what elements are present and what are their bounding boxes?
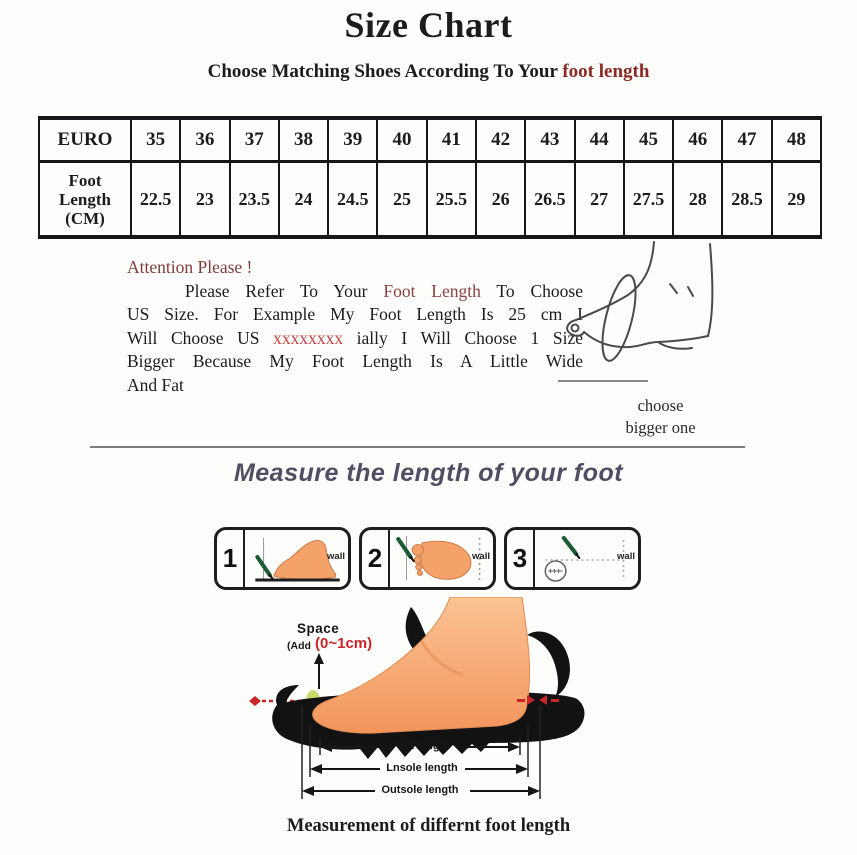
wall-label: wall <box>472 551 490 562</box>
euro-size-cell: 41 <box>427 118 476 162</box>
outsole-length-arrow-label: Outsole length <box>381 784 459 796</box>
foot-length-row-label: Foot Length (CM) <box>39 162 131 238</box>
euro-size-cell: 36 <box>180 118 229 162</box>
bottom-caption: Measurement of differnt foot length <box>286 816 571 836</box>
foot-length-cell: 26 <box>476 162 525 238</box>
foot-length-cell: 25 <box>377 162 426 238</box>
size-table <box>38 116 822 239</box>
foot-length-cell: 28.5 <box>722 162 771 238</box>
foot-shoe-illustration <box>225 597 645 811</box>
attention-line: Bigger Because My Foot Length Is A Little Wide <box>127 351 583 372</box>
subtitle-text: Choose Matching Shoes According To Your <box>207 61 558 82</box>
step-number: 3 <box>507 530 535 587</box>
euro-size-cell: 40 <box>377 118 426 162</box>
euro-size-cell: 44 <box>575 118 624 162</box>
range-label: (0~1cm) <box>315 635 373 652</box>
wall-label: wall <box>617 551 635 562</box>
subtitle-highlight: foot length <box>562 61 650 82</box>
foot-length-diagram <box>225 597 645 811</box>
size-table-wrap <box>38 116 822 239</box>
euro-size-cell: 39 <box>328 118 377 162</box>
foot-sketch-icon <box>562 238 752 403</box>
euro-size-cell: 45 <box>624 118 673 162</box>
table-row-euro <box>39 118 821 162</box>
foot-length-cell: 24.5 <box>328 162 377 238</box>
attention-line: And Fat <box>127 374 184 395</box>
attention-line: Please Refer To Your Foot Length To Choose <box>184 280 583 301</box>
euro-size-cell: 46 <box>673 118 722 162</box>
page-title: Size Chart <box>344 5 513 45</box>
euro-size-cell: 35 <box>131 118 180 162</box>
section-divider <box>90 446 745 448</box>
foot-length-cell: 27.5 <box>624 162 673 238</box>
step-panel-3 <box>504 527 641 590</box>
attention-line: US Size. For Example My Foot Length Is 25 cm I <box>127 304 583 325</box>
foot-length-cell: 28 <box>673 162 722 238</box>
euro-size-cell: 37 <box>230 118 279 162</box>
foot-length-cell: 23.5 <box>230 162 279 238</box>
foot-length-arrow-label: Foot length <box>390 740 450 752</box>
table-row-foot-length <box>39 162 821 238</box>
step2-art <box>390 530 493 587</box>
foot-length-cell: 27 <box>575 162 624 238</box>
euro-size-cell: 38 <box>279 118 328 162</box>
wall-label: wall <box>327 551 345 562</box>
step-number: 1 <box>217 530 245 587</box>
measure-heading: Measure the length of your foot <box>233 459 624 487</box>
attention-line: Will Choose US xxxxxxxx ially I Will Choose 1 Size <box>127 327 584 348</box>
foot-length-cell: 22.5 <box>131 162 180 238</box>
euro-size-cell: 47 <box>722 118 771 162</box>
attention-paragraph <box>127 256 583 398</box>
foot-length-cell: 24 <box>279 162 328 238</box>
attention-heading: Attention Please ! <box>127 257 253 277</box>
subtitle <box>0 61 857 83</box>
euro-size-cell: 43 <box>525 118 574 162</box>
step1-art <box>245 530 348 587</box>
foot-length-cell: 23 <box>180 162 229 238</box>
euro-size-cell: 48 <box>772 118 821 162</box>
measure-steps <box>214 527 641 590</box>
euro-row-label: EURO <box>39 118 131 162</box>
foot-length-cell: 26.5 <box>525 162 574 238</box>
foot-length-cell: 29 <box>772 162 821 238</box>
space-label: Space <box>297 621 340 636</box>
step-panel-2 <box>359 527 496 590</box>
step-number: 2 <box>362 530 390 587</box>
step3-art <box>535 530 638 587</box>
euro-size-cell: 42 <box>476 118 525 162</box>
step-panel-1 <box>214 527 351 590</box>
foot-length-cell: 25.5 <box>427 162 476 238</box>
insole-length-arrow-label: Lnsole length <box>386 762 458 774</box>
add-label: (Add <box>287 640 311 652</box>
choose-bigger-note: choose bigger one <box>625 396 696 437</box>
